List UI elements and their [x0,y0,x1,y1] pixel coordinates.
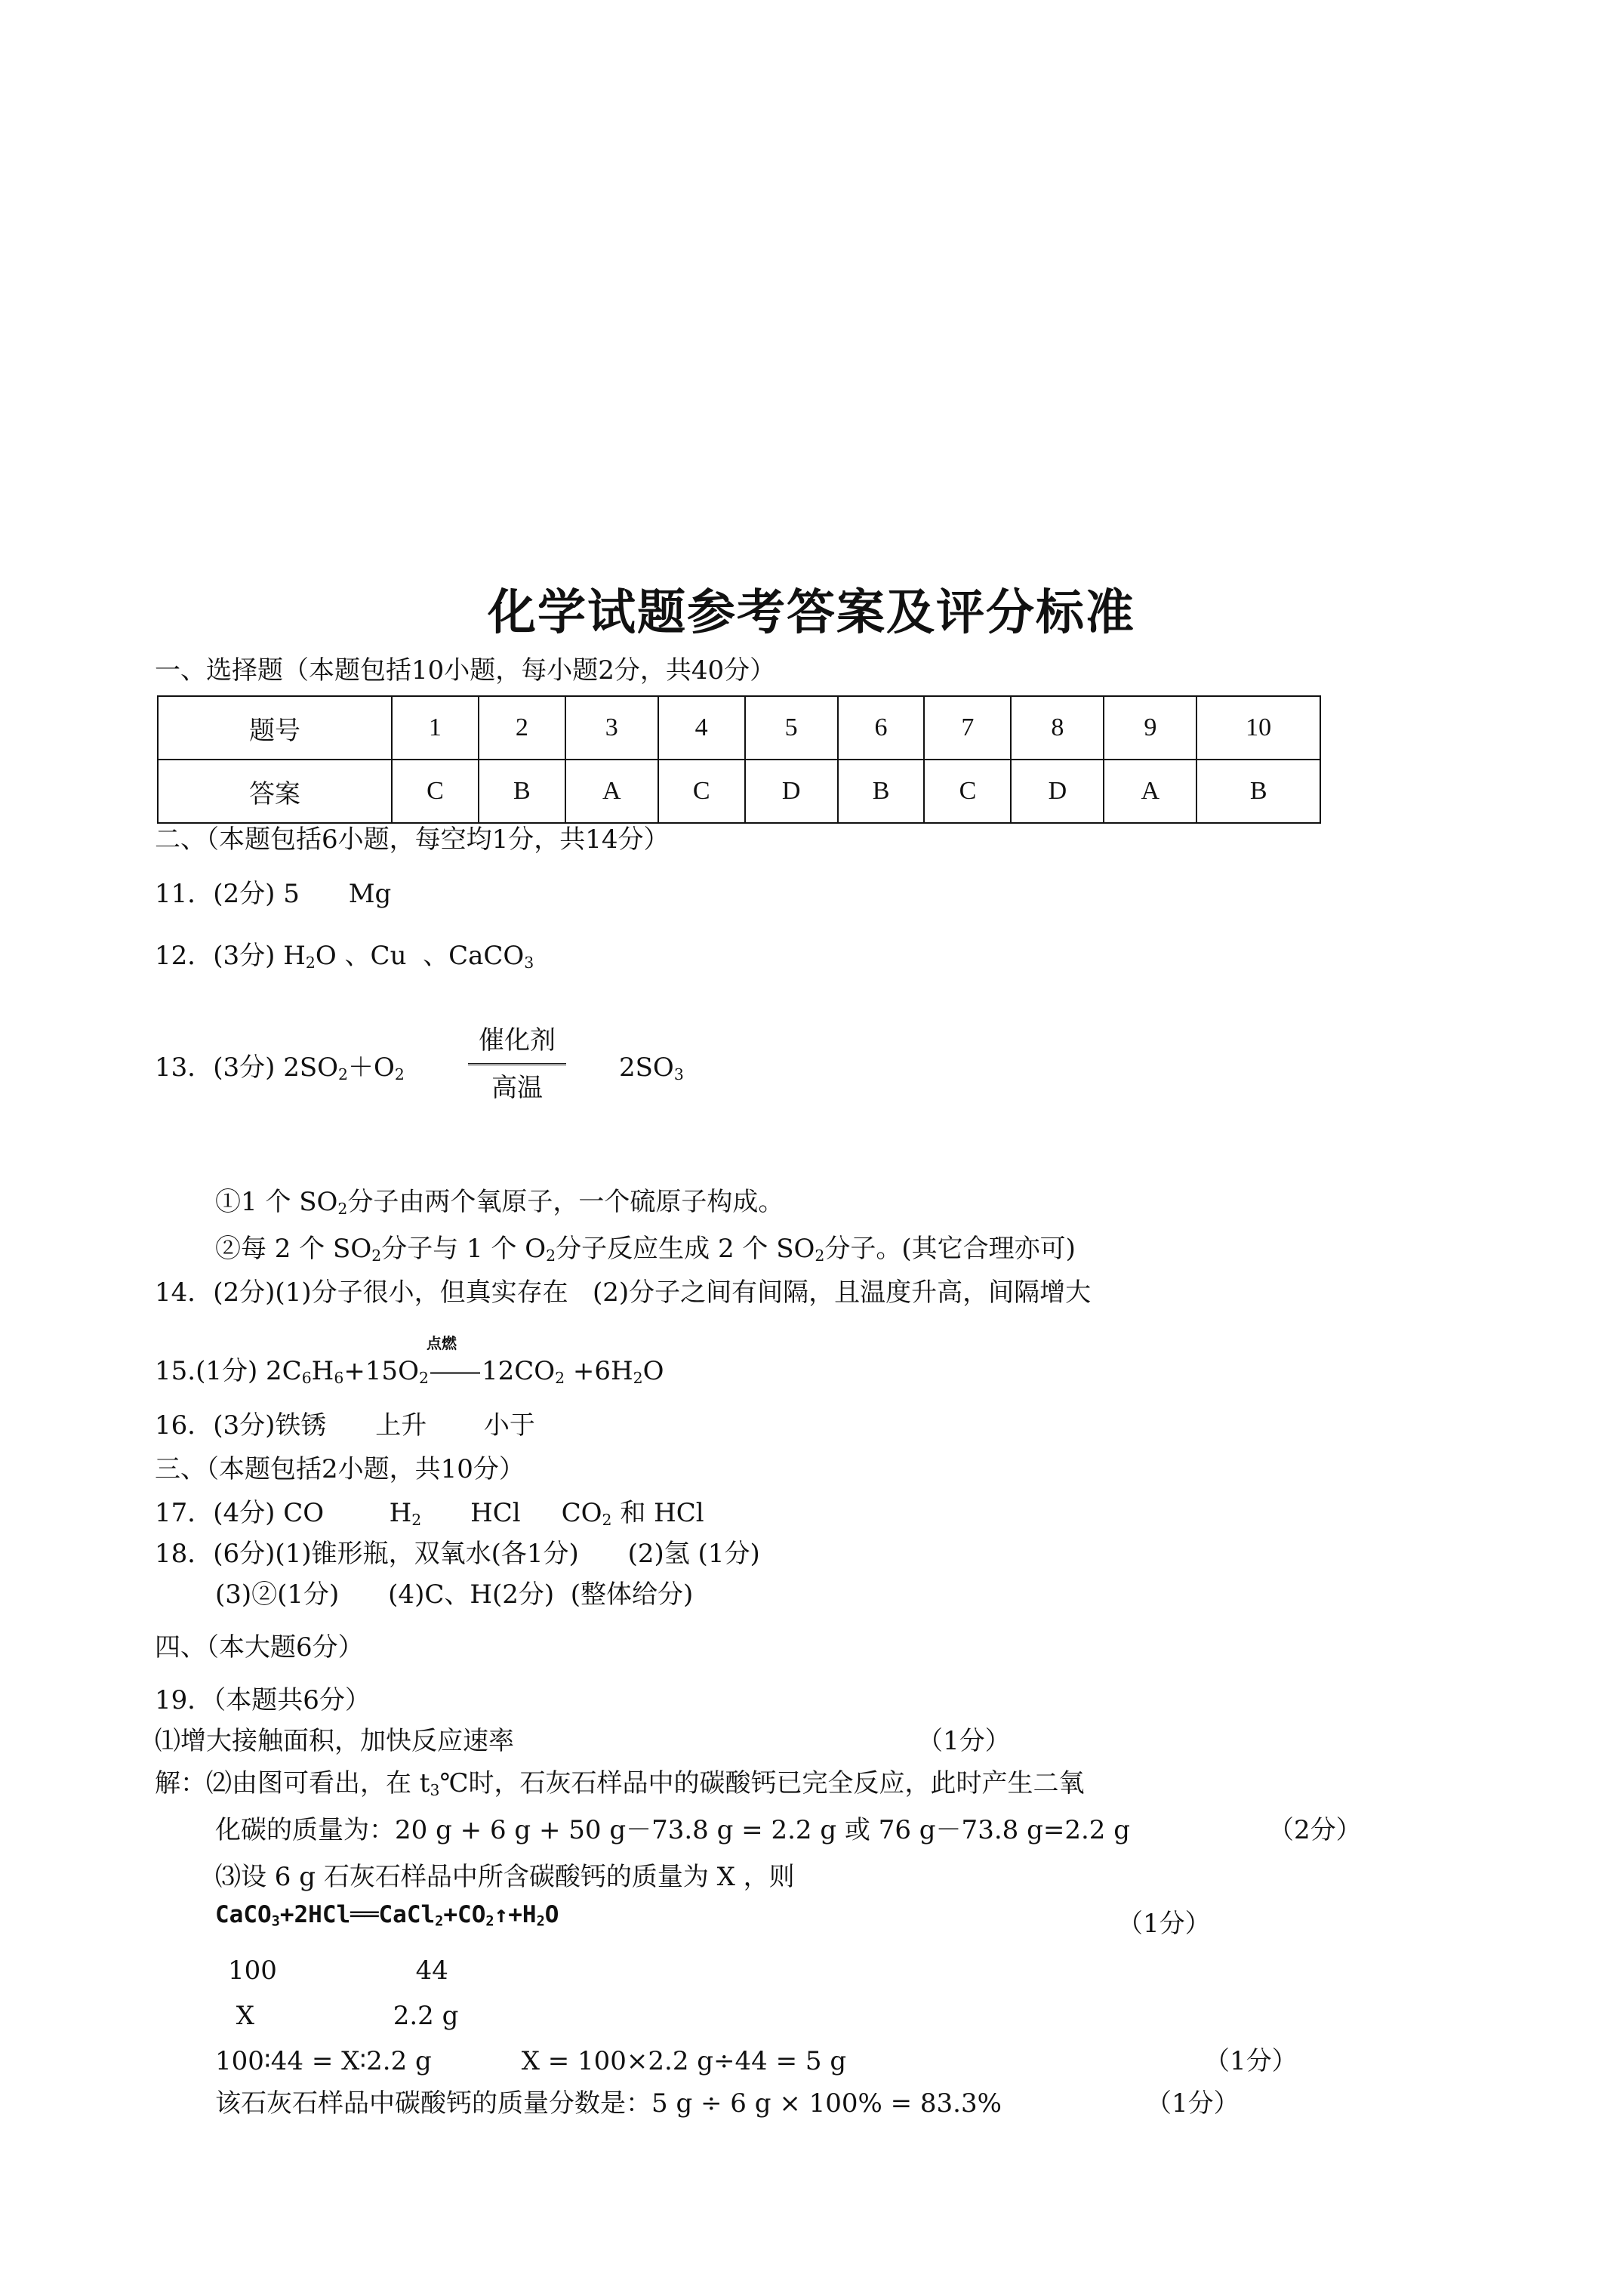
table-cell: D [1011,760,1104,823]
catalyst-condition [468,1024,566,1105]
text: ①1 个 SO [215,1187,338,1217]
table-cell: B [1196,760,1320,823]
ratio-score: （1分） [1204,2046,1298,2076]
table-cell: A [1104,760,1196,823]
q13-note-1 [215,1185,784,1219]
text: +CO [443,1901,486,1928]
subscript: 2 [411,1511,422,1530]
section2-heading: 二、（本题包括6小题，每空均1分，共14分） [155,824,670,855]
text: 15.(1分) 2C [155,1356,302,1386]
catalyst-label: 催化剂 [468,1024,566,1065]
q14: 14．(2分)(1)分子很小，但真实存在 (2)分子之间有间隔，且温度升高，间隔增大 [155,1277,1092,1308]
subscript: 2 [546,1247,556,1265]
subscript: 2 [394,1065,405,1084]
text: ↑+H [494,1901,537,1928]
text: H [311,1356,334,1386]
text: O 、Cu 、CaCO [315,941,525,971]
table-cell: 7 [924,696,1011,760]
table-cell: 2 [479,696,565,760]
subscript: 2 [536,1913,545,1930]
text: 2SO [619,1052,674,1083]
text: 分子由两个氧原子，一个硫原子构成。 [347,1187,784,1217]
reaction-equation [215,1898,559,1931]
q13-product [619,1051,684,1084]
text: ℃时，石灰石样品中的碳酸钙已完全反应，此时产生二氧 [439,1768,1085,1798]
text: O [642,1356,664,1386]
text: 17．(4分) CO H [155,1498,412,1528]
subscript: 2 [555,1369,565,1388]
subscript: 6 [334,1369,344,1388]
table-cell: 3 [565,696,658,760]
section1-heading: 一、选择题（本题包括10小题，每小题2分，共40分） [155,655,776,686]
table-cell: 6 [838,696,925,760]
q19-part-3: ⑶设 6 g 石灰石样品中所含碳酸钙的质量为 X ，则 [215,1862,795,1892]
answer-table [157,695,1321,824]
final-score: （1分） [1146,2088,1240,2119]
subscript: 3 [673,1065,684,1084]
subscript: 2 [305,954,316,972]
table-cell: 10 [1196,696,1320,760]
section3-heading: 三、（本题包括2小题，共10分） [155,1454,525,1484]
text: CaCO [215,1901,272,1928]
final-result: 该石灰石样品中碳酸钙的质量分数是：5 g ÷ 6 g × 100% = 83.3% [215,2088,1002,2119]
text: 12．(3分) H [155,941,306,971]
table-row-numbers [158,696,1320,760]
table-cell: 答案 [158,760,392,823]
q13-note-2 [215,1232,1076,1265]
q19-part-2 [155,1767,1085,1800]
reaction-equals-sign [430,1372,480,1374]
q18-line-2: (3)②(1分) (4)C、H(2分) (整体给分) [215,1579,694,1610]
ignition-condition: 点燃 [427,1334,457,1352]
q13-equation [155,1051,405,1084]
q15 [155,1354,664,1388]
q18-line-1: 18．(6分)(1)锥形瓶，双氧水(各1分) (2)氢 (1分) [155,1539,760,1569]
subscript: 6 [301,1369,312,1388]
table-cell: 5 [745,696,838,760]
q19-heading: 19．（本题共6分） [155,1685,371,1715]
text: 13．(3分) 2SO [155,1052,339,1083]
text: O [544,1901,559,1928]
table-cell: 8 [1011,696,1104,760]
text: 分子与 1 个 O [381,1234,547,1264]
table-cell: C [658,760,745,823]
table-cell: C [392,760,479,823]
equation-score: （1分） [1117,1909,1211,1939]
text: ②每 2 个 SO [215,1234,372,1264]
table-cell: 题号 [158,696,392,760]
temperature-label: 高温 [491,1073,543,1103]
subscript: 2 [371,1247,382,1265]
ratio-line: 100∶44 = X∶2.2 g X = 100×2.2 g÷44 = 5 g [215,2046,847,2076]
table-cell: D [745,760,838,823]
table-cell: B [838,760,925,823]
text: 分子反应生成 2 个 SO [556,1234,815,1264]
q19-part-1: ⑴增大接触面积，加快反应速率 [155,1726,514,1756]
mass-row-1: 100 44 [228,1955,448,1986]
mass-row-2: X 2.2 g [228,2001,459,2031]
subscript: 3 [271,1913,280,1930]
subscript: 2 [435,1913,444,1930]
subscript: 2 [602,1511,612,1530]
text: +15O [343,1356,419,1386]
subscript: 2 [633,1369,643,1388]
text: +2HCl══CaCl [279,1901,436,1928]
q17 [155,1496,704,1530]
table-cell: A [565,760,658,823]
text: 分子。(其它合理亦可) [824,1234,1076,1264]
q19-part-1-score: （1分） [917,1726,1011,1756]
subscript: 3 [524,954,534,972]
q19-part-2-score: （2分） [1268,1815,1362,1845]
section4-heading: 四、（本大题6分） [155,1632,364,1663]
table-row-answers [158,760,1320,823]
q11: 11．(2分) 5 Mg [155,879,392,909]
text: +6H [565,1356,633,1386]
q19-part-2-calc: 化碳的质量为：20 g + 6 g + 50 g－73.8 g = 2.2 g 或 76 g－73.8 g=2.2 g [215,1815,1130,1845]
table-cell: 9 [1104,696,1196,760]
text: ＋O [348,1052,395,1083]
q12 [155,939,534,972]
table-cell: B [479,760,565,823]
page-title: 化学试题参考答案及评分标准 [488,585,1135,641]
text: 解：⑵由图可看出，在 t [155,1768,430,1798]
text: 12CO [481,1356,556,1386]
table-cell: C [924,760,1011,823]
subscript: 3 [430,1781,440,1800]
subscript: 2 [815,1247,825,1265]
subscript: 2 [338,1065,349,1084]
subscript: 2 [337,1200,348,1219]
table-cell: 1 [392,696,479,760]
subscript: 2 [485,1913,494,1930]
subscript: 2 [418,1369,429,1388]
table-cell: 4 [658,696,745,760]
text: HCl CO [421,1498,602,1528]
text: 和 HCl [611,1498,704,1528]
q16: 16．(3分)铁锈 上升 小于 [155,1410,535,1441]
